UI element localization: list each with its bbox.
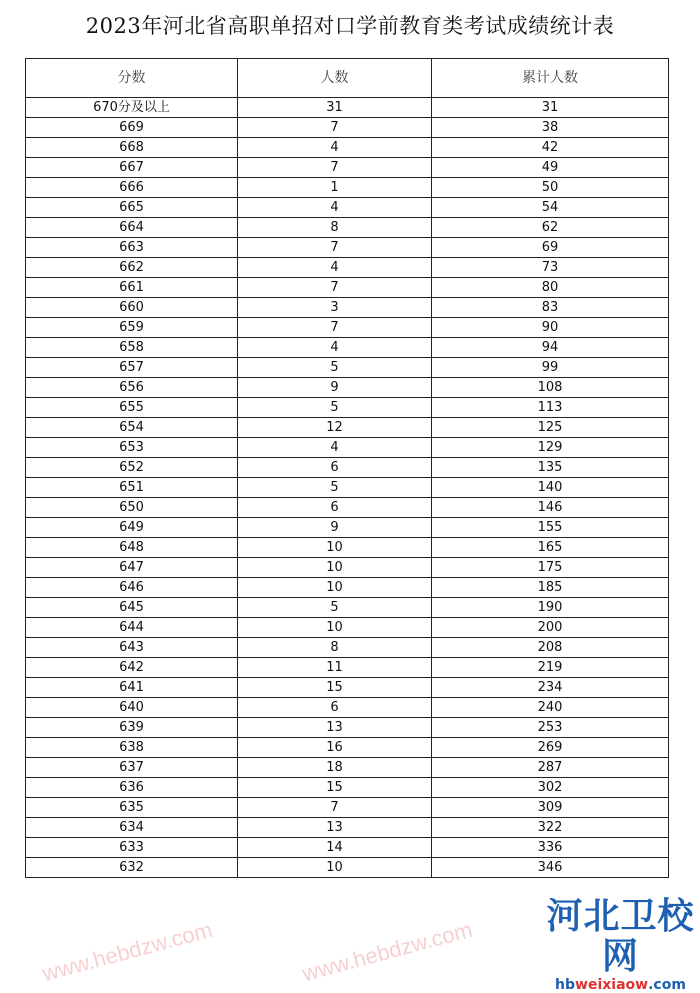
cell-count: 7 (238, 278, 432, 298)
cell-score: 640 (26, 698, 238, 718)
cell-score: 641 (26, 678, 238, 698)
cell-cumulative: 50 (432, 178, 669, 198)
cell-score: 656 (26, 378, 238, 398)
cell-count: 7 (238, 118, 432, 138)
cell-score: 653 (26, 438, 238, 458)
cell-count: 10 (238, 538, 432, 558)
logo-domain (543, 977, 698, 993)
cell-count: 13 (238, 718, 432, 738)
table-row (26, 138, 669, 158)
cell-count: 4 (238, 258, 432, 278)
cell-score: 635 (26, 798, 238, 818)
cell-cumulative: 99 (432, 358, 669, 378)
cell-count: 6 (238, 698, 432, 718)
cell-count: 9 (238, 378, 432, 398)
table-row (26, 258, 669, 278)
cell-score: 666 (26, 178, 238, 198)
cell-cumulative: 49 (432, 158, 669, 178)
cell-count: 18 (238, 758, 432, 778)
table-row (26, 438, 669, 458)
table-row (26, 338, 669, 358)
cell-score: 638 (26, 738, 238, 758)
cell-cumulative: 155 (432, 518, 669, 538)
cell-count: 7 (238, 238, 432, 258)
table-row (26, 598, 669, 618)
header-score: 分数 (26, 59, 238, 98)
cell-score: 652 (26, 458, 238, 478)
cell-score: 654 (26, 418, 238, 438)
logo-domain-prefix: hb (555, 977, 576, 993)
cell-count: 5 (238, 398, 432, 418)
cell-cumulative: 190 (432, 598, 669, 618)
cell-cumulative: 80 (432, 278, 669, 298)
cell-count: 10 (238, 618, 432, 638)
table-row (26, 318, 669, 338)
cell-cumulative: 108 (432, 378, 669, 398)
site-logo (543, 897, 698, 993)
cell-cumulative: 54 (432, 198, 669, 218)
watermark: www.hebdzw.com (39, 916, 215, 987)
score-table (25, 58, 669, 878)
cell-cumulative: 302 (432, 778, 669, 798)
table-row (26, 538, 669, 558)
cell-cumulative: 208 (432, 638, 669, 658)
cell-score: 643 (26, 638, 238, 658)
cell-cumulative: 83 (432, 298, 669, 318)
cell-count: 31 (238, 98, 432, 118)
cell-cumulative: 135 (432, 458, 669, 478)
cell-score: 651 (26, 478, 238, 498)
cell-count: 13 (238, 818, 432, 838)
cell-score: 663 (26, 238, 238, 258)
cell-cumulative: 129 (432, 438, 669, 458)
cell-count: 4 (238, 438, 432, 458)
cell-cumulative: 234 (432, 678, 669, 698)
cell-score: 648 (26, 538, 238, 558)
cell-cumulative: 175 (432, 558, 669, 578)
cell-score: 650 (26, 498, 238, 518)
table-row (26, 298, 669, 318)
cell-score: 636 (26, 778, 238, 798)
cell-count: 8 (238, 638, 432, 658)
table-header-row (26, 59, 669, 98)
cell-cumulative: 140 (432, 478, 669, 498)
cell-count: 4 (238, 198, 432, 218)
cell-score: 639 (26, 718, 238, 738)
cell-cumulative: 219 (432, 658, 669, 678)
table-row (26, 458, 669, 478)
page-title: 2023年河北省高职单招对口学前教育类考试成绩统计表 (85, 14, 615, 38)
cell-cumulative: 113 (432, 398, 669, 418)
cell-score: 632 (26, 858, 238, 878)
cell-score: 660 (26, 298, 238, 318)
logo-name: 河北卫校网 (546, 896, 695, 977)
cell-count: 15 (238, 678, 432, 698)
cell-score: 633 (26, 838, 238, 858)
cell-cumulative: 69 (432, 238, 669, 258)
cell-count: 5 (238, 358, 432, 378)
table-row (26, 118, 669, 138)
table-row (26, 158, 669, 178)
table-row (26, 758, 669, 778)
cell-count: 6 (238, 458, 432, 478)
cell-count: 8 (238, 218, 432, 238)
cell-count: 7 (238, 318, 432, 338)
cell-cumulative: 200 (432, 618, 669, 638)
table-row (26, 738, 669, 758)
cell-cumulative: 90 (432, 318, 669, 338)
logo-domain-suffix: .com (648, 977, 686, 993)
cell-count: 9 (238, 518, 432, 538)
table-row (26, 858, 669, 878)
cell-score: 665 (26, 198, 238, 218)
table-row (26, 678, 669, 698)
cell-score: 669 (26, 118, 238, 138)
cell-count: 11 (238, 658, 432, 678)
logo-domain-main: weixiaow (575, 977, 649, 993)
cell-count: 4 (238, 138, 432, 158)
cell-score: 657 (26, 358, 238, 378)
cell-count: 7 (238, 158, 432, 178)
cell-cumulative: 322 (432, 818, 669, 838)
table-row (26, 778, 669, 798)
table-row (26, 238, 669, 258)
cell-score: 645 (26, 598, 238, 618)
cell-cumulative: 165 (432, 538, 669, 558)
cell-cumulative: 346 (432, 858, 669, 878)
table-row (26, 498, 669, 518)
cell-cumulative: 38 (432, 118, 669, 138)
cell-count: 10 (238, 578, 432, 598)
cell-count: 10 (238, 558, 432, 578)
cell-score: 655 (26, 398, 238, 418)
cell-score: 664 (26, 218, 238, 238)
cell-score: 634 (26, 818, 238, 838)
table-row (26, 418, 669, 438)
cell-cumulative: 94 (432, 338, 669, 358)
header-cumulative: 累计人数 (432, 59, 669, 98)
table-row (26, 558, 669, 578)
cell-score: 658 (26, 338, 238, 358)
table-row (26, 358, 669, 378)
table-row (26, 378, 669, 398)
cell-count: 12 (238, 418, 432, 438)
cell-cumulative: 185 (432, 578, 669, 598)
cell-count: 5 (238, 598, 432, 618)
table-row (26, 698, 669, 718)
cell-score: 637 (26, 758, 238, 778)
table-row (26, 518, 669, 538)
cell-cumulative: 240 (432, 698, 669, 718)
header-count: 人数 (238, 59, 432, 98)
table-row (26, 478, 669, 498)
table-row (26, 658, 669, 678)
cell-cumulative: 146 (432, 498, 669, 518)
cell-count: 3 (238, 298, 432, 318)
table-row (26, 818, 669, 838)
cell-count: 14 (238, 838, 432, 858)
table-row (26, 398, 669, 418)
cell-score: 667 (26, 158, 238, 178)
cell-cumulative: 73 (432, 258, 669, 278)
cell-cumulative: 125 (432, 418, 669, 438)
table-row (26, 718, 669, 738)
cell-score: 659 (26, 318, 238, 338)
cell-count: 7 (238, 798, 432, 818)
cell-cumulative: 287 (432, 758, 669, 778)
table-row (26, 98, 669, 118)
cell-cumulative: 269 (432, 738, 669, 758)
cell-count: 5 (238, 478, 432, 498)
table-row (26, 278, 669, 298)
cell-score: 644 (26, 618, 238, 638)
cell-cumulative: 253 (432, 718, 669, 738)
table-row (26, 578, 669, 598)
table-row (26, 198, 669, 218)
table-row (26, 838, 669, 858)
cell-score: 646 (26, 578, 238, 598)
cell-score: 670分及以上 (26, 98, 238, 118)
cell-cumulative: 336 (432, 838, 669, 858)
cell-count: 4 (238, 338, 432, 358)
cell-score: 662 (26, 258, 238, 278)
table-row (26, 178, 669, 198)
watermark: www.hebdzw.com (299, 916, 475, 987)
cell-cumulative: 31 (432, 98, 669, 118)
cell-score: 642 (26, 658, 238, 678)
cell-score: 647 (26, 558, 238, 578)
cell-count: 16 (238, 738, 432, 758)
cell-cumulative: 309 (432, 798, 669, 818)
table-row (26, 218, 669, 238)
cell-count: 1 (238, 178, 432, 198)
cell-count: 10 (238, 858, 432, 878)
cell-score: 649 (26, 518, 238, 538)
cell-count: 15 (238, 778, 432, 798)
cell-score: 661 (26, 278, 238, 298)
cell-count: 6 (238, 498, 432, 518)
table-row (26, 798, 669, 818)
cell-score: 668 (26, 138, 238, 158)
table-row (26, 638, 669, 658)
table-row (26, 618, 669, 638)
cell-cumulative: 62 (432, 218, 669, 238)
cell-cumulative: 42 (432, 138, 669, 158)
